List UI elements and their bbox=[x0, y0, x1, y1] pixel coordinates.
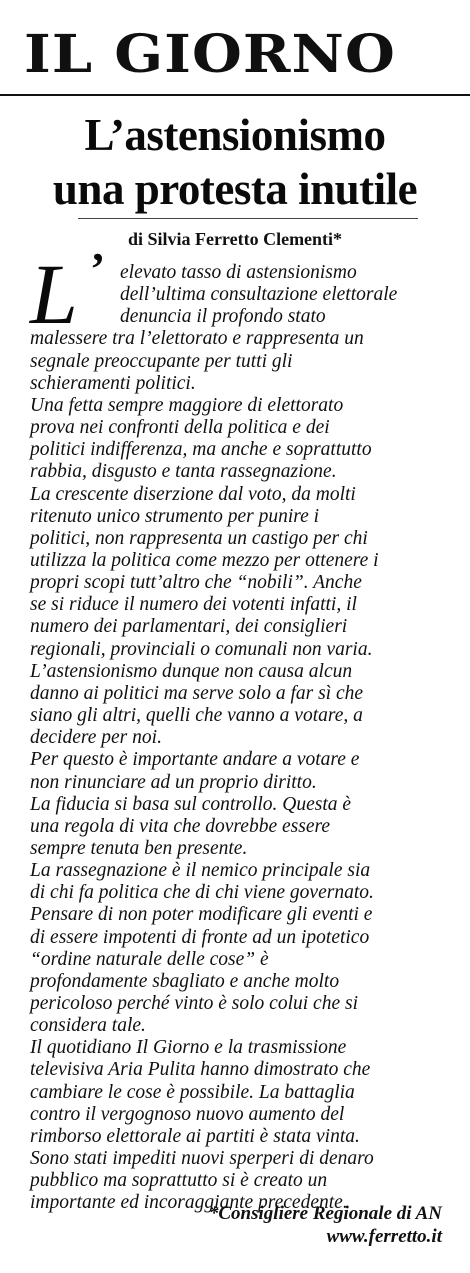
article-headline bbox=[0, 108, 470, 216]
body-line: se si riduce il numero dei votenti infatti, il bbox=[30, 594, 357, 616]
body-line: Per questo è importante andare a votare e bbox=[30, 749, 360, 771]
body-line: televisiva Aria Pulita hanno dimostrato che bbox=[30, 1059, 371, 1081]
body-line: utilizza la politica come mezzo per ottenere i bbox=[30, 550, 379, 571]
body-line: regionali, provinciali o comunali non varia. bbox=[30, 638, 373, 660]
body-line: rabbia, disgusto e tanta rassegnazione. bbox=[30, 461, 337, 483]
body-line: Pensare di non poter modificare gli eventi e bbox=[30, 904, 373, 926]
body-line: contro il vergognoso nuovo aumento del bbox=[30, 1103, 345, 1125]
body-line: sempre tenuta ben presente. bbox=[30, 837, 248, 859]
body-line: pubblico ma soprattutto si è creato un bbox=[30, 1170, 328, 1192]
body-line: importante ed incoraggiante precedente. bbox=[30, 1192, 348, 1214]
body-line: profondamente sbagliato e anche molto bbox=[30, 970, 340, 992]
body-line: segnale preoccupante per tutti gli bbox=[30, 350, 293, 372]
body-line: Sono stati impediti nuovi sperperi di denaro bbox=[30, 1148, 374, 1169]
body-line: politici, non rappresenta un castigo per chi bbox=[30, 527, 368, 549]
body-line: L’astensionismo dunque non causa alcun bbox=[30, 660, 353, 682]
newspaper-masthead: IL GIORNO bbox=[24, 24, 396, 85]
body-line: rimborso elettorale ai partiti è stata vinta. bbox=[30, 1125, 360, 1147]
body-line: propri scopi tutt’altro che “nobili”. Anche bbox=[30, 572, 362, 594]
body-line: politici indifferenza, ma anche e soprattutto bbox=[30, 439, 372, 461]
body-line: Una fetta sempre maggiore di elettorato bbox=[30, 394, 344, 416]
body-line: numero dei parlamentari, dei consiglieri bbox=[30, 616, 348, 638]
body-line: siano gli altri, quelli che vanno a votare, a bbox=[30, 705, 363, 726]
author-website: www.ferretto.it bbox=[326, 1226, 442, 1247]
dropcap-apostrophe: ’ bbox=[90, 243, 106, 294]
body-line: prova nei confronti della politica e dei bbox=[30, 417, 330, 438]
body-line: La crescente diserzione dal voto, da molti bbox=[30, 483, 356, 505]
body-line: “ordine naturale delle cose” è bbox=[30, 948, 269, 970]
headline-line-1: L’astensionismo bbox=[84, 110, 386, 160]
body-line: La fiducia si basa sul controllo. Questa è bbox=[30, 793, 352, 815]
body-line: dell’ultima consultazione elettorale bbox=[120, 284, 398, 306]
headline-line-2: una protesta inutile bbox=[52, 164, 418, 214]
body-line: ritenuto unico strumento per punire i bbox=[30, 505, 320, 527]
author-role: *Consigliere Regionale di AN bbox=[208, 1203, 442, 1224]
body-line: denuncia il profondo stato bbox=[120, 306, 326, 328]
masthead-rule bbox=[0, 94, 470, 96]
body-line: Il quotidiano Il Giorno e la trasmissione bbox=[30, 1037, 347, 1059]
body-line: di chi fa politica che di chi viene governato. bbox=[30, 882, 374, 904]
body-line: una regola di vita che dovrebbe essere bbox=[30, 815, 330, 837]
body-line: malessere tra l’elettorato e rappresenta un bbox=[30, 328, 364, 350]
body-line: La rassegnazione è il nemico principale sia bbox=[30, 860, 371, 881]
body-line: decidere per noi. bbox=[30, 727, 162, 749]
dropcap-letter: L bbox=[30, 246, 78, 342]
body-line: non rinunciare ad un proprio diritto. bbox=[30, 771, 317, 793]
body-line: di essere impotenti di fronte ad un ipotetico bbox=[30, 926, 370, 948]
byline-rule bbox=[78, 218, 418, 219]
body-line: elevato tasso di astensionismo bbox=[120, 262, 357, 283]
article-byline: di Silvia Ferretto Clementi* bbox=[127, 229, 343, 249]
body-line: pericoloso perché vinto è solo colui che si bbox=[30, 992, 358, 1014]
body-line: danno ai politici ma serve solo a far sì che bbox=[30, 682, 364, 704]
body-line: cambiare le cose è possibile. La battaglia bbox=[30, 1081, 355, 1103]
body-line: considera tale. bbox=[30, 1015, 146, 1037]
body-line: schieramenti politici. bbox=[30, 372, 196, 394]
